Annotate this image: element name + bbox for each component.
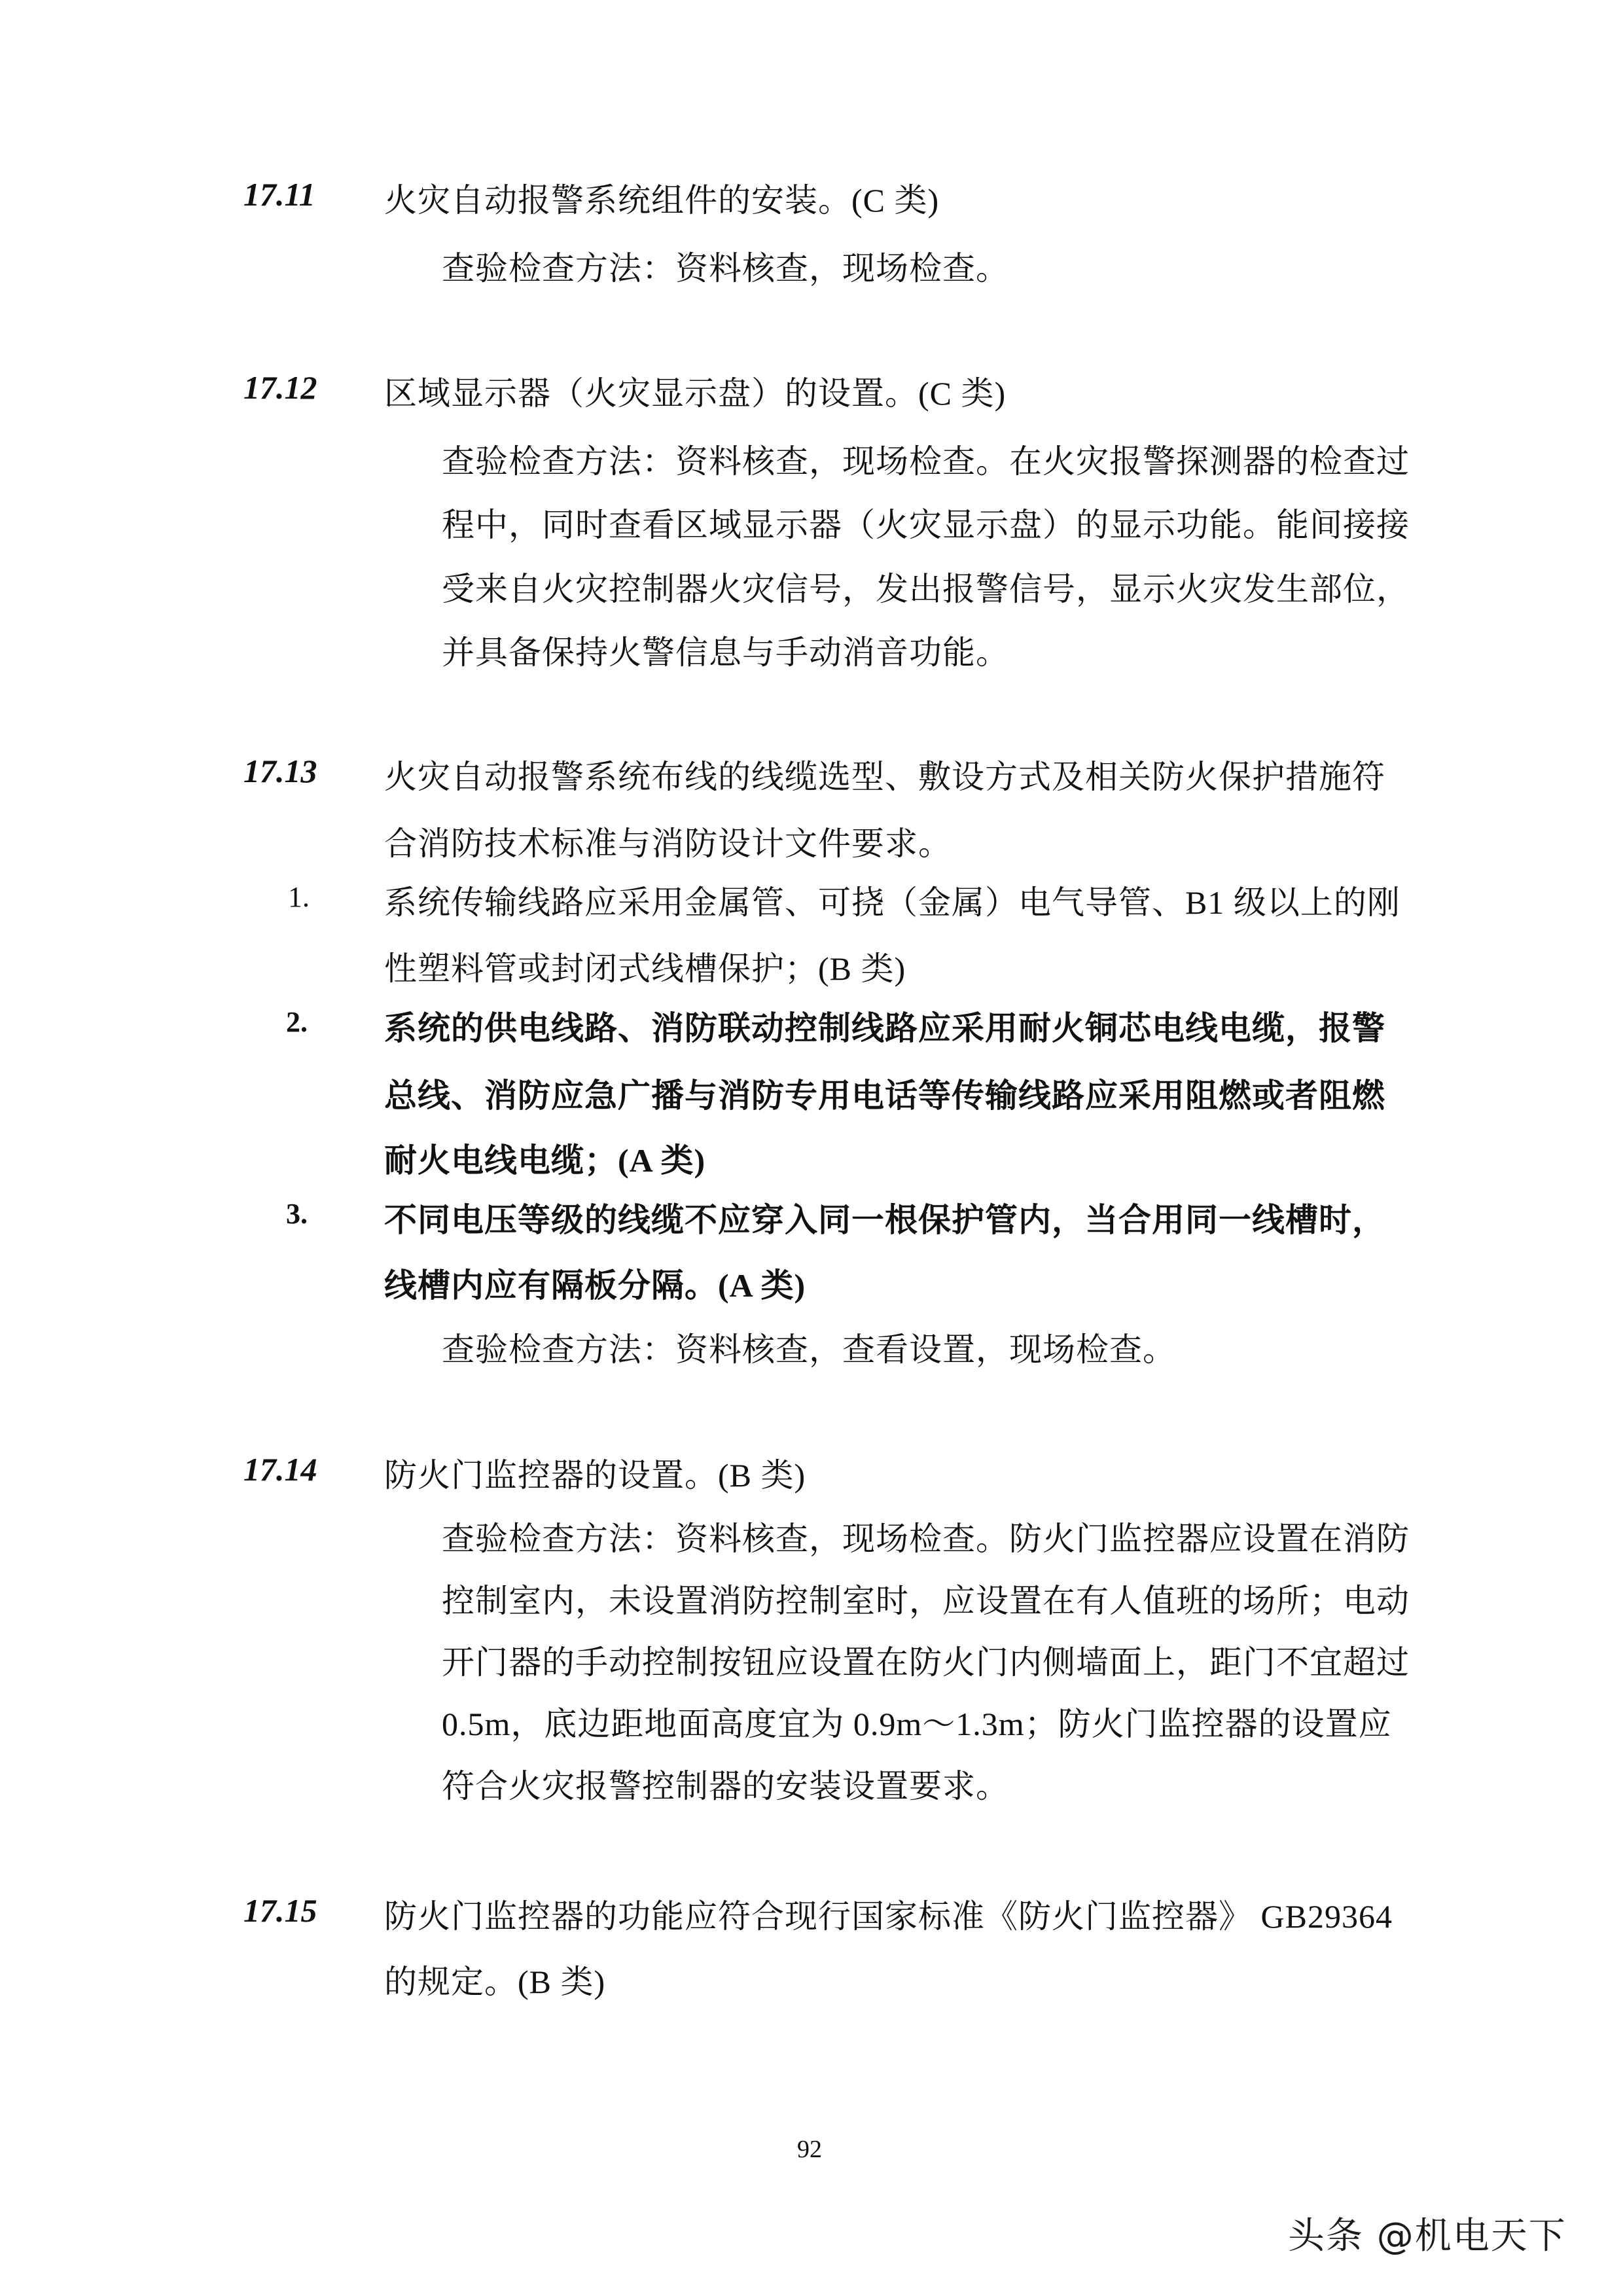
list-marker: 2. <box>286 1006 308 1038</box>
check-method-line: 0.5m，底边距地面高度宜为 0.9m～1.3m；防火门监控器的设置应 <box>442 1706 1392 1742</box>
list-item-line: 耐火电线电缆；(A 类) <box>384 1142 706 1179</box>
section-title: 区域显示器（火灾显示盘）的设置。(C 类) <box>384 375 1007 412</box>
check-method-line: 并具备保持火警信息与手动消音功能。 <box>442 634 1009 671</box>
section-number: 17.14 <box>243 1451 317 1488</box>
section-title: 火灾自动报警系统组件的安装。(C 类) <box>384 182 940 219</box>
section-title: 防火门监控器的设置。(B 类) <box>384 1457 806 1494</box>
check-method: 查验检查方法：资料核查，现场检查。 <box>442 250 1009 287</box>
check-method-line: 受来自火灾控制器火灾信号，发出报警信号，显示火灾发生部位， <box>442 571 1410 607</box>
check-method-line: 查验检查方法：资料核查，现场检查。防火门监控器应设置在消防 <box>442 1520 1410 1557</box>
list-item-line: 性塑料管或封闭式线槽保护；(B 类) <box>384 950 906 987</box>
watermark: 头条 @机电天下 <box>1288 2215 1567 2257</box>
section-title-line: 的规定。(B 类) <box>384 1964 606 2000</box>
list-item-line: 总线、消防应急广播与消防专用电话等传输线路应采用阻燃或者阻燃 <box>384 1077 1385 1114</box>
section-title-line: 合消防技术标准与消防设计文件要求。 <box>384 825 952 862</box>
list-item-line: 线槽内应有隔板分隔。(A 类) <box>384 1267 806 1304</box>
section-number: 17.11 <box>243 176 315 213</box>
check-method-line: 控制室内，未设置消防控制室时，应设置在有人值班的场所；电动 <box>442 1583 1410 1619</box>
section-title-line: 火灾自动报警系统布线的线缆选型、敷设方式及相关防火保护措施符 <box>384 759 1385 795</box>
list-item-line: 系统传输线路应采用金属管、可挠（金属）电气导管、B1 级以上的刚 <box>384 884 1400 921</box>
list-marker: 3. <box>286 1198 308 1230</box>
list-marker: 1. <box>288 881 310 913</box>
section-number: 17.15 <box>243 1892 317 1929</box>
check-method-line: 程中，同时查看区域显示器（火灾显示盘）的显示功能。能间接接 <box>442 507 1410 543</box>
section-number: 17.13 <box>243 753 317 789</box>
page-number: 92 <box>797 2136 822 2163</box>
check-method: 查验检查方法：资料核查，查看设置，现场检查。 <box>442 1331 1176 1368</box>
check-method-line: 查验检查方法：资料核查，现场检查。在火灾报警探测器的检查过 <box>442 443 1410 480</box>
check-method-line: 符合火灾报警控制器的安装设置要求。 <box>442 1768 1009 1804</box>
list-item-line: 系统的供电线路、消防联动控制线路应采用耐火铜芯电线电缆，报警 <box>384 1010 1385 1047</box>
section-number: 17.12 <box>243 369 317 406</box>
list-item-line: 不同电压等级的线缆不应穿入同一根保护管内，当合用同一线槽时， <box>384 1202 1385 1238</box>
check-method-line: 开门器的手动控制按钮应设置在防火门内侧墙面上，距门不宜超过 <box>442 1644 1410 1681</box>
section-title-line: 防火门监控器的功能应符合现行国家标准《防火门监控器》 GB29364 <box>384 1898 1393 1935</box>
